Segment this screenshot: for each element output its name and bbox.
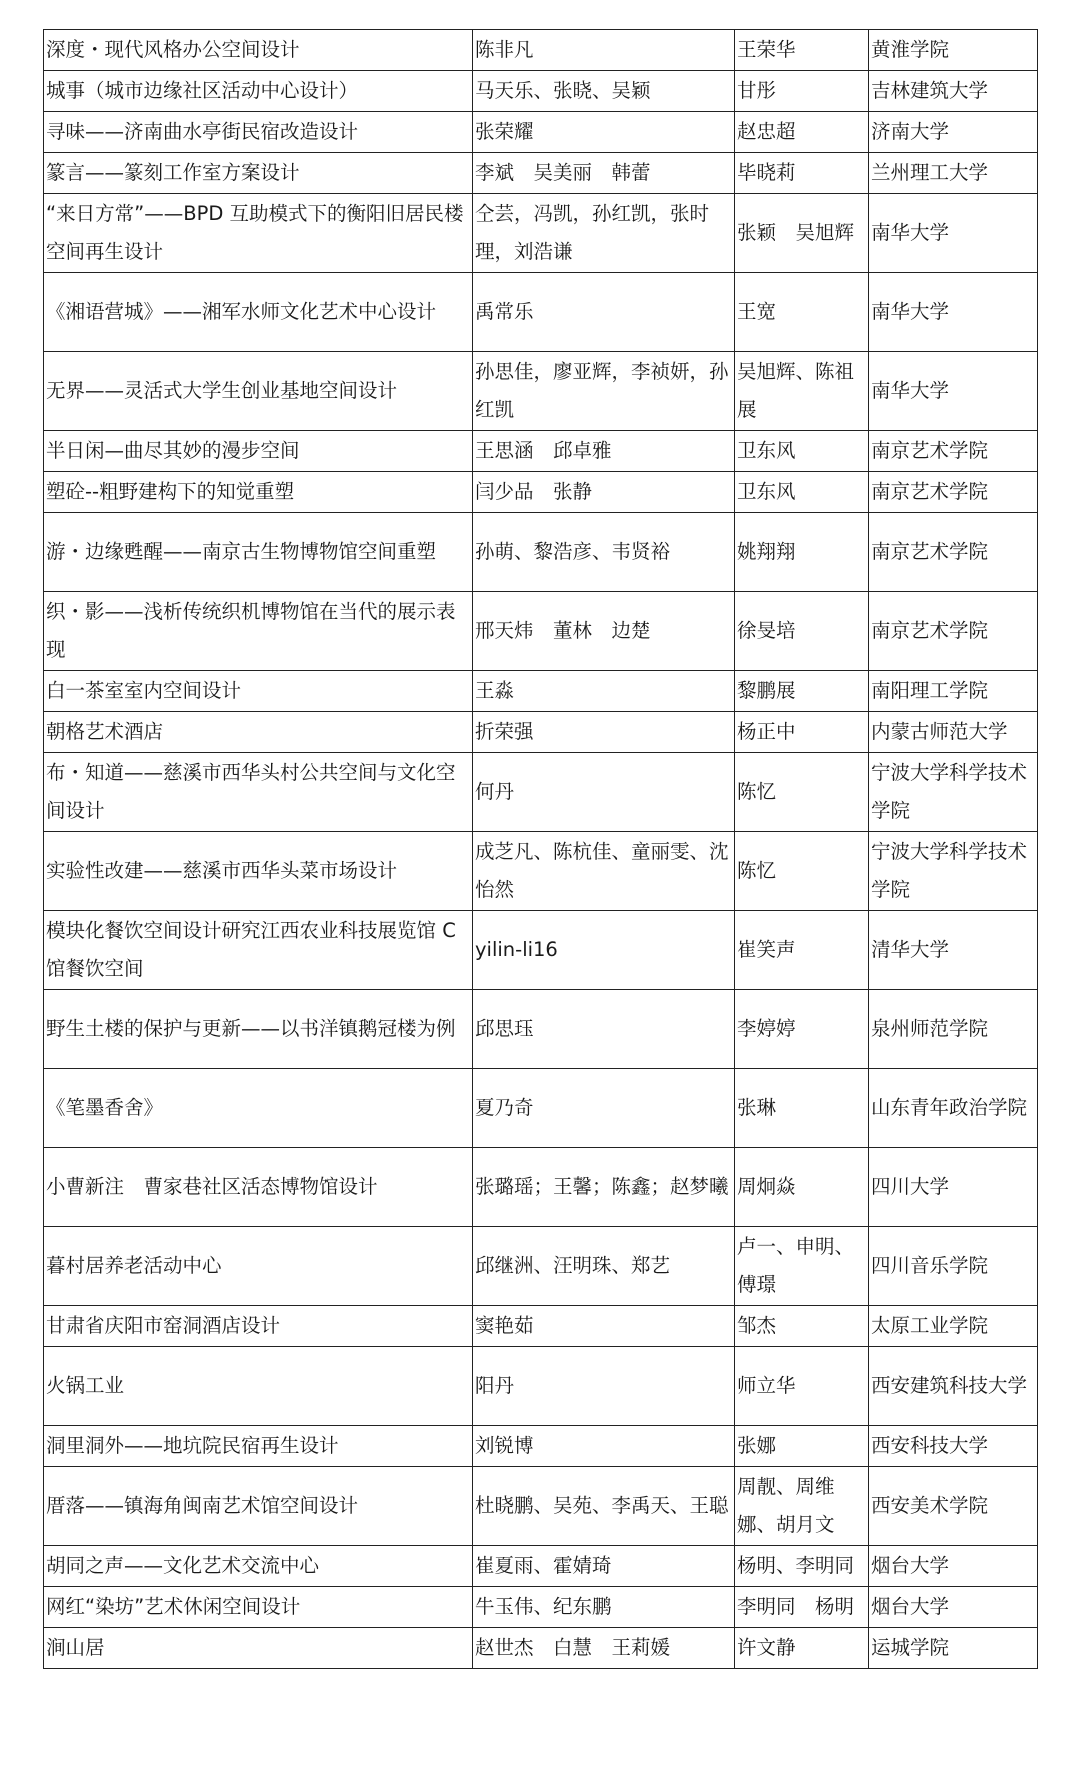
school-cell: 西安美术学院 (869, 1467, 1038, 1546)
project-title-cell: 火锅工业 (44, 1347, 473, 1426)
school-cell: 黄淮学院 (869, 30, 1038, 71)
project-title-cell: 半日闲—曲尽其妙的漫步空间 (44, 431, 473, 472)
table-row (44, 30, 1038, 71)
school-cell: 南阳理工学院 (869, 671, 1038, 712)
project-title-cell: 暮村居养老活动中心 (44, 1227, 473, 1306)
advisor-cell: 甘彤 (735, 71, 869, 112)
project-title-cell: 寻味——济南曲水亭街民宿改造设计 (44, 112, 473, 153)
advisor-cell: 王宽 (735, 273, 869, 352)
advisor-cell: 邹杰 (735, 1306, 869, 1347)
students-cell: 何丹 (473, 753, 735, 832)
students-cell: 陈非凡 (473, 30, 735, 71)
table-row (44, 71, 1038, 112)
school-cell: 清华大学 (869, 911, 1038, 990)
table-row (44, 1546, 1038, 1587)
students-cell: 赵世杰 白慧 王莉媛 (473, 1628, 735, 1669)
school-cell: 泉州师范学院 (869, 990, 1038, 1069)
students-cell: 杜晓鹏、吴苑、李禹天、王聪 (473, 1467, 735, 1546)
school-cell: 烟台大学 (869, 1587, 1038, 1628)
school-cell: 四川音乐学院 (869, 1227, 1038, 1306)
table-row (44, 153, 1038, 194)
table-row (44, 472, 1038, 513)
project-title-cell: 网红“染坊”艺术休闲空间设计 (44, 1587, 473, 1628)
students-cell: 邱思珏 (473, 990, 735, 1069)
school-cell: 宁波大学科学技术学院 (869, 753, 1038, 832)
advisor-cell: 张娜 (735, 1426, 869, 1467)
table-row (44, 352, 1038, 431)
project-title-cell: 小曹新注 曹家巷社区活态博物馆设计 (44, 1148, 473, 1227)
advisor-cell: 李明同 杨明 (735, 1587, 869, 1628)
advisor-cell: 崔笑声 (735, 911, 869, 990)
students-cell: 张荣耀 (473, 112, 735, 153)
table-row (44, 1467, 1038, 1546)
students-cell: 禹常乐 (473, 273, 735, 352)
project-title-cell: 无界——灵活式大学生创业基地空间设计 (44, 352, 473, 431)
advisor-cell: 杨正中 (735, 712, 869, 753)
school-cell: 太原工业学院 (869, 1306, 1038, 1347)
students-cell: 折荣强 (473, 712, 735, 753)
school-cell: 西安科技大学 (869, 1426, 1038, 1467)
award-table (43, 29, 1038, 1669)
table-row (44, 753, 1038, 832)
project-title-cell: 白一茶室室内空间设计 (44, 671, 473, 712)
advisor-cell: 姚翔翔 (735, 513, 869, 592)
table-row (44, 990, 1038, 1069)
advisor-cell: 吴旭辉、陈祖展 (735, 352, 869, 431)
advisor-cell: 周靓、周维娜、胡月文 (735, 1467, 869, 1546)
school-cell: 南华大学 (869, 273, 1038, 352)
advisor-cell: 师立华 (735, 1347, 869, 1426)
table-row (44, 1628, 1038, 1669)
table-row (44, 1587, 1038, 1628)
table-row (44, 1426, 1038, 1467)
students-cell: 王思涵 邱卓雅 (473, 431, 735, 472)
project-title-cell: 布・知道——慈溪市西华头村公共空间与文化空间设计 (44, 753, 473, 832)
school-cell: 山东青年政治学院 (869, 1069, 1038, 1148)
advisor-cell: 张琳 (735, 1069, 869, 1148)
project-title-cell: 涧山居 (44, 1628, 473, 1669)
project-title-cell: 织・影——浅析传统织机博物馆在当代的展示表现 (44, 592, 473, 671)
school-cell: 南华大学 (869, 352, 1038, 431)
project-title-cell: 《湘语营城》——湘军水师文化艺术中心设计 (44, 273, 473, 352)
school-cell: 南华大学 (869, 194, 1038, 273)
advisor-cell: 王荣华 (735, 30, 869, 71)
students-cell: 窦艳茹 (473, 1306, 735, 1347)
students-cell: 闫少品 张静 (473, 472, 735, 513)
project-title-cell: “来日方常”——BPD 互助模式下的衡阳旧居民楼空间再生设计 (44, 194, 473, 273)
school-cell: 济南大学 (869, 112, 1038, 153)
students-cell: 李斌 吴美丽 韩蕾 (473, 153, 735, 194)
project-title-cell: 厝落——镇海角闽南艺术馆空间设计 (44, 1467, 473, 1546)
students-cell: 崔夏雨、霍婧琦 (473, 1546, 735, 1587)
school-cell: 烟台大学 (869, 1546, 1038, 1587)
students-cell: 邱继洲、汪明珠、郑艺 (473, 1227, 735, 1306)
school-cell: 南京艺术学院 (869, 472, 1038, 513)
students-cell: yilin-li16 (473, 911, 735, 990)
advisor-cell: 徐旻培 (735, 592, 869, 671)
advisor-cell: 张颖 吴旭辉 (735, 194, 869, 273)
students-cell: 王淼 (473, 671, 735, 712)
project-title-cell: 朝格艺术酒店 (44, 712, 473, 753)
school-cell: 南京艺术学院 (869, 513, 1038, 592)
advisor-cell: 黎鹏展 (735, 671, 869, 712)
project-title-cell: 游・边缘甦醒——南京古生物博物馆空间重塑 (44, 513, 473, 592)
advisor-cell: 卫东风 (735, 472, 869, 513)
table-row (44, 1148, 1038, 1227)
students-cell: 仝芸，冯凯，孙红凯，张时理，刘浩谦 (473, 194, 735, 273)
project-title-cell: 篆言——篆刻工作室方案设计 (44, 153, 473, 194)
advisor-cell: 赵忠超 (735, 112, 869, 153)
school-cell: 内蒙古师范大学 (869, 712, 1038, 753)
project-title-cell: 实验性改建——慈溪市西华头菜市场设计 (44, 832, 473, 911)
school-cell: 运城学院 (869, 1628, 1038, 1669)
advisor-cell: 卢一、申明、傅璟 (735, 1227, 869, 1306)
students-cell: 马天乐、张晓、吴颖 (473, 71, 735, 112)
table-row (44, 194, 1038, 273)
students-cell: 孙萌、黎浩彦、韦贤裕 (473, 513, 735, 592)
students-cell: 成芝凡、陈杭佳、童丽雯、沈怡然 (473, 832, 735, 911)
students-cell: 牛玉伟、纪东鹏 (473, 1587, 735, 1628)
table-row (44, 431, 1038, 472)
project-title-cell: 胡同之声——文化艺术交流中心 (44, 1546, 473, 1587)
table-row (44, 273, 1038, 352)
table-row (44, 671, 1038, 712)
school-cell: 吉林建筑大学 (869, 71, 1038, 112)
table-row (44, 513, 1038, 592)
project-title-cell: 深度・现代风格办公空间设计 (44, 30, 473, 71)
table-row (44, 1069, 1038, 1148)
table-row (44, 112, 1038, 153)
school-cell: 南京艺术学院 (869, 431, 1038, 472)
advisor-cell: 毕晓莉 (735, 153, 869, 194)
table-row (44, 592, 1038, 671)
advisor-cell: 许文静 (735, 1628, 869, 1669)
table-row (44, 1306, 1038, 1347)
advisor-cell: 周炯焱 (735, 1148, 869, 1227)
students-cell: 邢天炜 董林 边楚 (473, 592, 735, 671)
advisor-cell: 陈忆 (735, 753, 869, 832)
table-row (44, 832, 1038, 911)
students-cell: 孙思佳，廖亚辉，李祯妍，孙红凯 (473, 352, 735, 431)
table-row (44, 712, 1038, 753)
table-row (44, 1347, 1038, 1426)
advisor-cell: 李婷婷 (735, 990, 869, 1069)
school-cell: 西安建筑科技大学 (869, 1347, 1038, 1426)
students-cell: 刘锐博 (473, 1426, 735, 1467)
school-cell: 宁波大学科学技术学院 (869, 832, 1038, 911)
students-cell: 张璐瑶；王馨；陈鑫；赵梦曦 (473, 1148, 735, 1227)
table-row (44, 1227, 1038, 1306)
project-title-cell: 模块化餐饮空间设计研究江西农业科技展览馆 C 馆餐饮空间 (44, 911, 473, 990)
table-row (44, 911, 1038, 990)
advisor-cell: 卫东风 (735, 431, 869, 472)
students-cell: 夏乃奇 (473, 1069, 735, 1148)
school-cell: 兰州理工大学 (869, 153, 1038, 194)
project-title-cell: 洞里洞外——地坑院民宿再生设计 (44, 1426, 473, 1467)
award-table-body (44, 30, 1038, 1669)
advisor-cell: 杨明、李明同 (735, 1546, 869, 1587)
school-cell: 四川大学 (869, 1148, 1038, 1227)
advisor-cell: 陈忆 (735, 832, 869, 911)
school-cell: 南京艺术学院 (869, 592, 1038, 671)
project-title-cell: 塑砼--粗野建构下的知觉重塑 (44, 472, 473, 513)
project-title-cell: 野生土楼的保护与更新——以书洋镇鹅冠楼为例 (44, 990, 473, 1069)
students-cell: 阳丹 (473, 1347, 735, 1426)
project-title-cell: 《笔墨香舍》 (44, 1069, 473, 1148)
project-title-cell: 甘肃省庆阳市窑洞酒店设计 (44, 1306, 473, 1347)
project-title-cell: 城事（城市边缘社区活动中心设计） (44, 71, 473, 112)
